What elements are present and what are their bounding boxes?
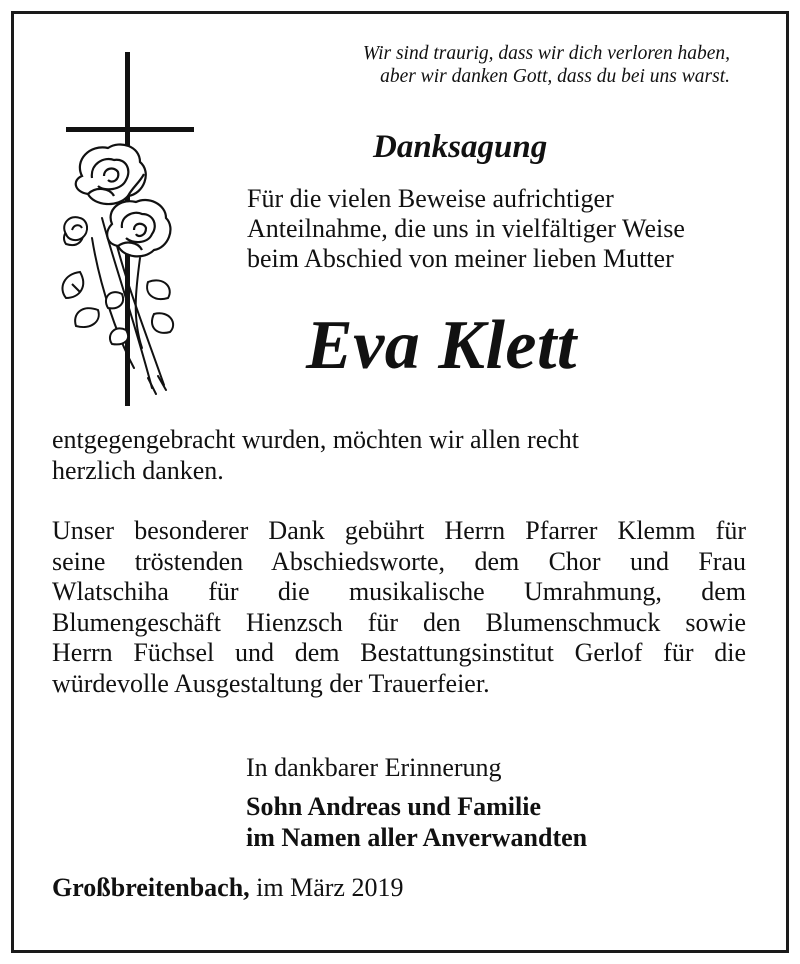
intro-text xyxy=(247,184,685,274)
special-thanks-paragraph xyxy=(52,516,746,699)
date-text: im März 2019 xyxy=(249,873,404,902)
special-thanks-line-1: Unser besonderer Dank gebührt Herrn Pfarrer Klemm für xyxy=(52,516,746,545)
signer-line-2: im Namen aller Anverwandten xyxy=(246,823,588,852)
special-thanks-line-2: seine tröstenden Abschiedsworte, dem Chor und Frau xyxy=(52,546,746,576)
motto-line-1: Wir sind traurig, dass wir dich verloren haben, xyxy=(362,43,730,64)
special-thanks-line-5: Herrn Füchsel und dem Bestattungsinstitut Gerlof für die xyxy=(52,638,746,667)
special-thanks-line-4: Blumengeschäft Hienzsch für den Blumenschmuck sowie xyxy=(52,607,746,637)
motto-quote xyxy=(300,42,730,88)
continuation-line-1: entgegengebracht wurden, möchten wir allen recht xyxy=(52,425,579,454)
signer-line-1: Sohn Andreas und Familie xyxy=(246,792,542,821)
signers-block xyxy=(246,791,587,853)
deceased-name: Eva Klett xyxy=(306,307,577,384)
closing-phrase: In dankbarer Erinnerung xyxy=(246,753,502,782)
continuation-line-2: herzlich danken. xyxy=(52,455,224,485)
cross-with-roses-icon xyxy=(52,48,202,410)
intro-line-3: beim Abschied von meiner lieben Mutter xyxy=(247,244,674,273)
place-date-line xyxy=(52,872,403,904)
special-thanks-line-6: würdevolle Ausgestaltung der Trauerfeier. xyxy=(52,668,490,698)
special-thanks-line-3: Wlatschiha für die musikalische Umrahmung, dem xyxy=(52,577,746,606)
intro-line-2: Anteilnahme, die uns in vielfältiger Weise xyxy=(247,214,685,243)
motto-line-2: aber wir danken Gott, dass du bei uns warst. xyxy=(380,66,730,87)
continuation-paragraph xyxy=(52,425,746,486)
place-name: Großbreitenbach, xyxy=(52,873,250,902)
intro-line-1: Für die vielen Beweise aufrichtiger xyxy=(247,184,614,213)
page-title: Danksagung xyxy=(373,129,548,165)
